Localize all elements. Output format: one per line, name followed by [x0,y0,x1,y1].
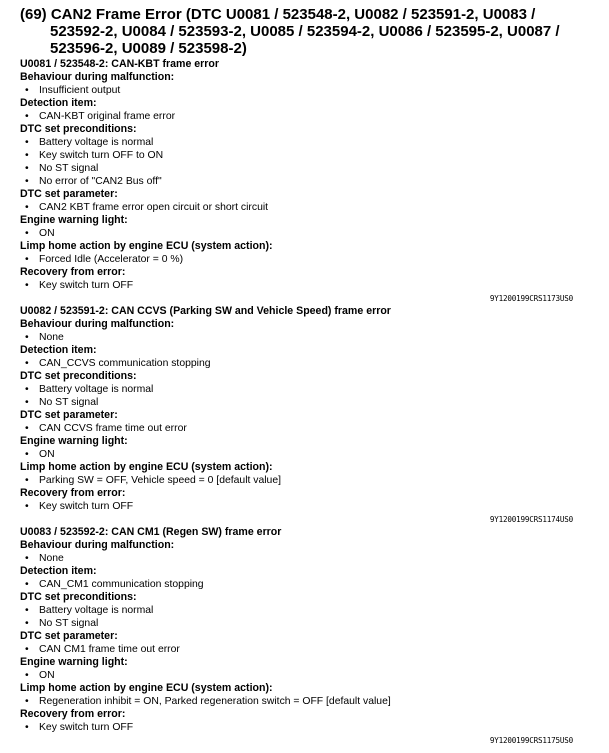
field-label: Engine warning light: [20,435,128,447]
field-label: Recovery from error: [20,487,126,499]
reference-code: 9Y1200199CRS1174US0 [489,515,573,524]
bullet-item: • CAN-KBT original frame error [20,110,590,123]
bullet-item: • Insufficient output [20,84,590,97]
reference-code: 9Y1200199CRS1173US0 [489,294,573,303]
field-label: Limp home action by engine ECU (system action): [20,461,273,473]
title-line-2: 523592-2, U0084 / 523593-2, U0085 / 523594-2, U0086 / 523595-2, U0087 / [50,23,560,40]
field-label: Recovery from error: [20,708,126,720]
bullet-item: • None [20,552,590,565]
field-item-list [20,110,590,123]
field-item-list [20,201,590,214]
title-line-3: 523596-2, U0089 / 523598-2) [50,40,247,57]
field-label: Engine warning light: [20,656,128,668]
dtc-section-heading: U0082 / 523591-2: CAN CCVS (Parking SW and Vehicle Speed) frame error [20,305,391,317]
title-line-1: (69) CAN2 Frame Error (DTC U0081 / 523548-2, U0082 / 523591-2, U0083 / [20,6,536,23]
bullet-item: • ON [20,448,590,461]
field-item-list [20,383,590,409]
bullet-item: • Key switch turn OFF [20,279,590,292]
bullet-item: • Battery voltage is normal [20,383,590,396]
bullet-item: • CAN_CM1 communication stopping [20,578,590,591]
field-item-list [20,357,590,370]
field-label: Engine warning light: [20,214,128,226]
bullet-item: • CAN CCVS frame time out error [20,422,590,435]
field-item-list [20,474,590,487]
dtc-section [20,526,590,746]
field-item-list [20,500,590,513]
field-item-list [20,331,590,344]
bullet-item: • No ST signal [20,162,590,175]
bullet-item: • CAN2 KBT frame error open circuit or short circuit [20,201,590,214]
field-item-list [20,669,590,682]
bullet-item: • Battery voltage is normal [20,604,590,617]
bullet-item: • Parking SW = OFF, Vehicle speed = 0 [default value] [20,474,590,487]
field-label: DTC set preconditions: [20,591,137,603]
bullet-item: • Key switch turn OFF [20,721,590,734]
field-item-list [20,695,590,708]
bullet-item: • Battery voltage is normal [20,136,590,149]
bullet-item: • Regeneration inhibit = ON, Parked regeneration switch = OFF [default value] [20,695,590,708]
bullet-item: • No ST signal [20,396,590,409]
page-title [20,6,590,57]
field-label: Detection item: [20,565,97,577]
field-item-list [20,643,590,656]
field-item-list [20,279,590,292]
field-label: Detection item: [20,97,97,109]
field-label: Behaviour during malfunction: [20,318,175,330]
field-item-list [20,604,590,630]
field-label: Recovery from error: [20,266,126,278]
bullet-item: • None [20,331,590,344]
field-label: DTC set preconditions: [20,123,137,135]
field-label: DTC set parameter: [20,188,118,200]
bullet-item: • Key switch turn OFF to ON [20,149,590,162]
field-item-list [20,422,590,435]
dtc-section-heading: U0081 / 523548-2: CAN-KBT frame error [20,58,220,70]
bullet-item: • CAN CM1 frame time out error [20,643,590,656]
bullet-item: • No error of "CAN2 Bus off" [20,175,590,188]
dtc-sections [20,58,590,747]
field-label: DTC set parameter: [20,630,118,642]
dtc-section-heading: U0083 / 523592-2: CAN CM1 (Regen SW) frame error [20,526,282,538]
bullet-item: • No ST signal [20,617,590,630]
dtc-section [20,58,590,304]
field-item-list [20,578,590,591]
field-item-list [20,552,590,565]
bullet-item: • ON [20,227,590,240]
bullet-item: • Key switch turn OFF [20,500,590,513]
field-label: Behaviour during malfunction: [20,71,175,83]
field-label: Limp home action by engine ECU (system action): [20,682,273,694]
field-label: DTC set preconditions: [20,370,137,382]
field-item-list [20,136,590,188]
bullet-item: • ON [20,669,590,682]
bullet-item: • CAN_CCVS communication stopping [20,357,590,370]
dtc-section [20,305,590,525]
field-label: Limp home action by engine ECU (system action): [20,240,273,252]
field-label: Behaviour during malfunction: [20,539,175,551]
field-item-list [20,721,590,734]
field-label: DTC set parameter: [20,409,118,421]
reference-code: 9Y1200199CRS1175US0 [489,736,573,745]
bullet-item: • Forced Idle (Accelerator = 0 %) [20,253,590,266]
field-item-list [20,84,590,97]
field-item-list [20,448,590,461]
field-item-list [20,253,590,266]
field-label: Detection item: [20,344,97,356]
field-item-list [20,227,590,240]
